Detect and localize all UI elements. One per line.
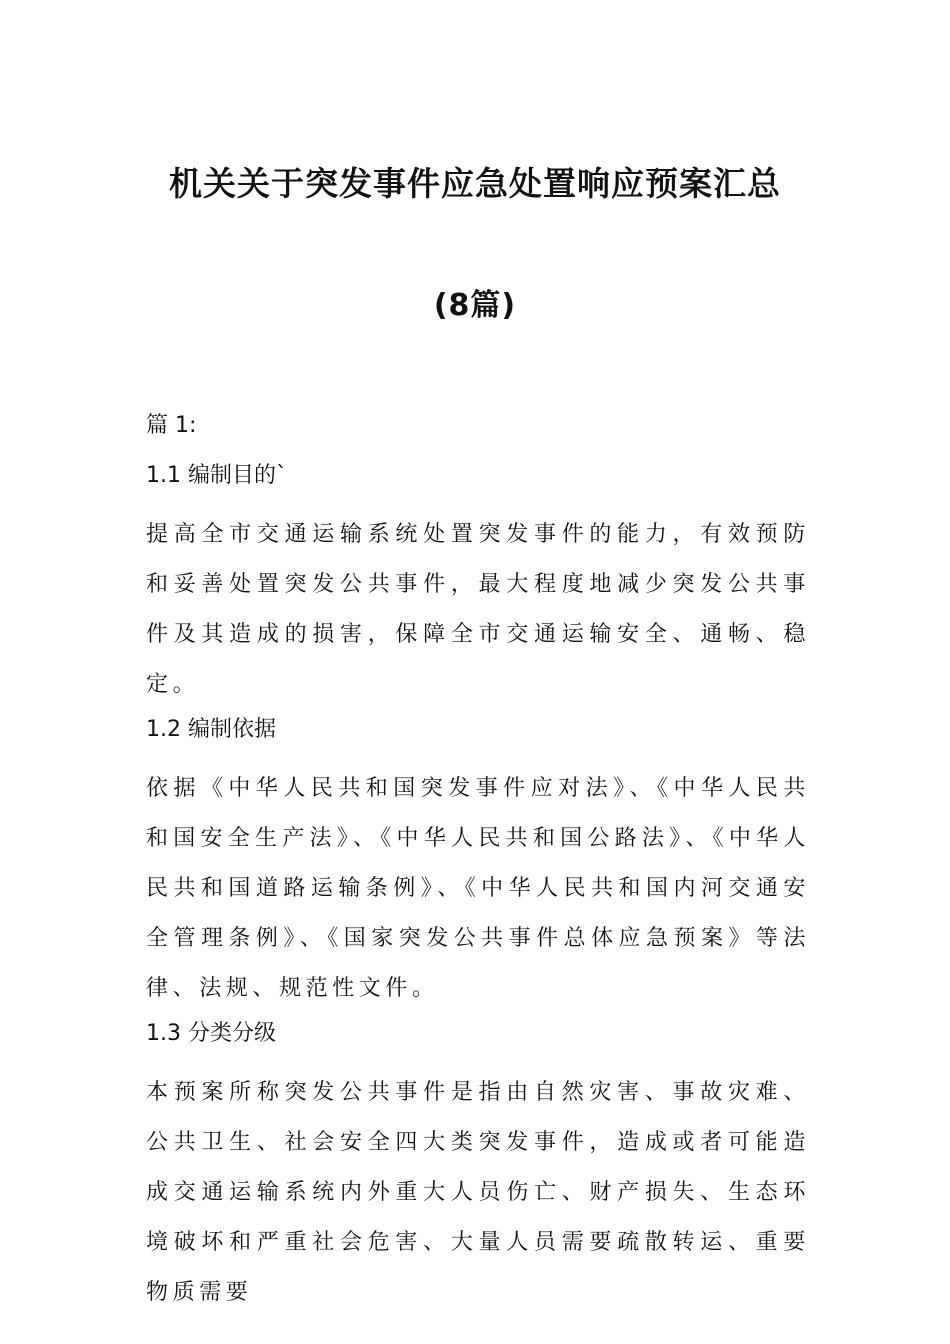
chapter-label: 篇 1: <box>146 413 197 438</box>
section-heading-1-2: 1.2 编制依据 <box>146 717 276 742</box>
section-paragraph-1-3: 本预案所称突发公共事件是指由自然灾害、事故灾难、公共卫生、社会安全四大类突发事件，造成或者可能造成交通运输系统内外重大人员伤亡、财产损失、生态环境破坏和严重社会危害、大量人员需要疏散转运、重要物质需要 <box>146 1080 810 1305</box>
section-heading-1-1: 1.1 编制目的` <box>146 463 287 488</box>
section-paragraph-1-1: 提高全市交通运输系统处置突发事件的能力，有效预防和妥善处置突发公共事件，最大程度地减少突发公共事件及其造成的损害，保障全市交通运输安全、通畅、稳定。 <box>146 522 810 697</box>
document-body <box>146 410 810 1318</box>
document-title: 机关关于突发事件应急处置响应预案汇总 <box>169 164 781 203</box>
section-heading-1-3: 1.3 分类分级 <box>146 1021 276 1046</box>
document-subtitle: (8篇) <box>433 288 517 323</box>
section-paragraph-1-2: 依据《中华人民共和国突发事件应对法》、《中华人民共和国安全生产法》、《中华人民共和国公路法》、《中华人民共和国道路运输条例》、《中华人民共和国内河交通安全管理条例》、《国家突发公共事件总体应急预案》等法律、法规、规范性文件。 <box>146 776 810 1001</box>
